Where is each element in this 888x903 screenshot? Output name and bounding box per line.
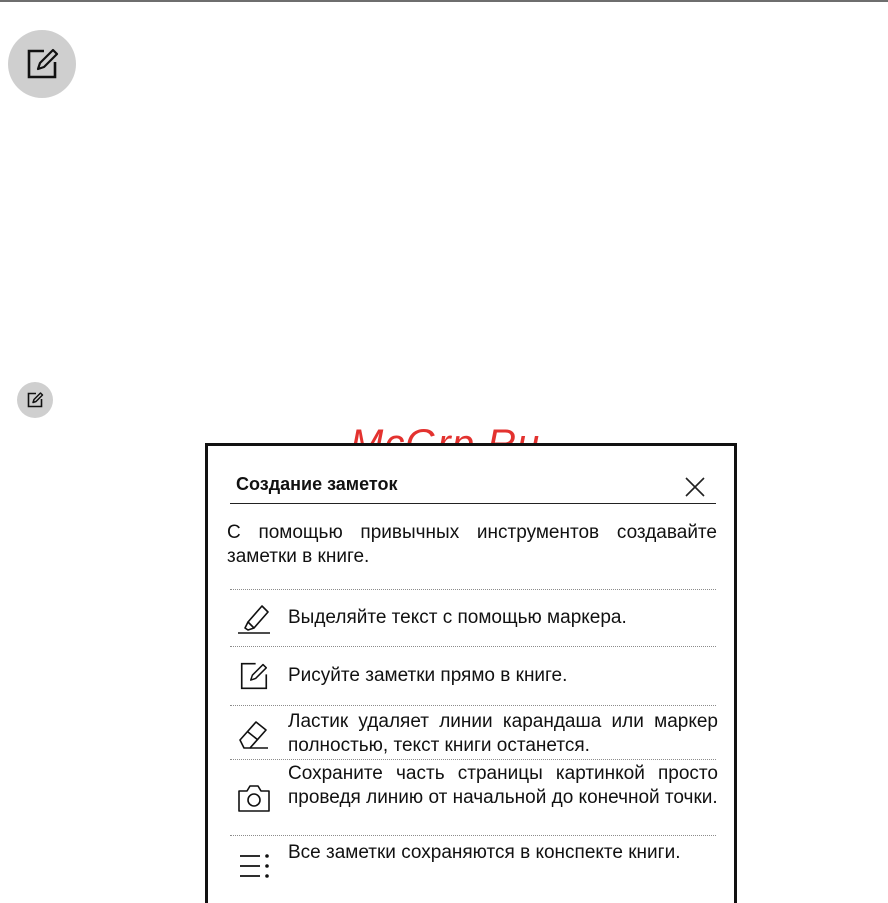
- item-text: Выделяйте текст с помощью маркера.: [288, 607, 627, 628]
- list-item-summary: [230, 838, 716, 890]
- item-divider: [230, 835, 716, 836]
- eraser-icon: [236, 716, 272, 752]
- dialog-intro: С помощью привычных инструментов создавайте заметки в книге.: [227, 522, 717, 567]
- item-text: Сохраните часть страницы картинкой просто проведя линию от начальной до конечной точки.: [288, 763, 718, 808]
- pencil-note-icon: [236, 658, 272, 694]
- dialog-title: Создание заметок: [236, 474, 398, 494]
- close-icon[interactable]: [684, 476, 706, 498]
- item-divider: [230, 705, 716, 706]
- note-mode-badge-small: [17, 382, 53, 418]
- item-text: Рисуйте заметки прямо в книге.: [288, 665, 568, 686]
- list-icon: [236, 848, 272, 884]
- list-item-pencil: [230, 652, 716, 704]
- item-text: Ластик удаляет линии карандаша или маркер полностью, текст книги останется.: [288, 711, 718, 756]
- title-divider: [230, 503, 716, 504]
- list-item-camera: [230, 762, 716, 834]
- item-divider: [230, 589, 716, 590]
- pencil-note-icon: [20, 42, 64, 86]
- note-mode-badge: [8, 30, 76, 98]
- pencil-note-icon: [24, 389, 46, 411]
- highlighter-icon: [236, 600, 272, 636]
- top-divider: [0, 0, 888, 2]
- list-item-highlighter: [230, 596, 716, 644]
- notes-help-dialog: [205, 443, 737, 903]
- item-divider: [230, 759, 716, 760]
- item-text: Все заметки сохраняются в конспекте книги.: [288, 842, 681, 863]
- list-item-eraser: [230, 708, 716, 760]
- camera-icon: [236, 780, 272, 816]
- item-divider: [230, 646, 716, 647]
